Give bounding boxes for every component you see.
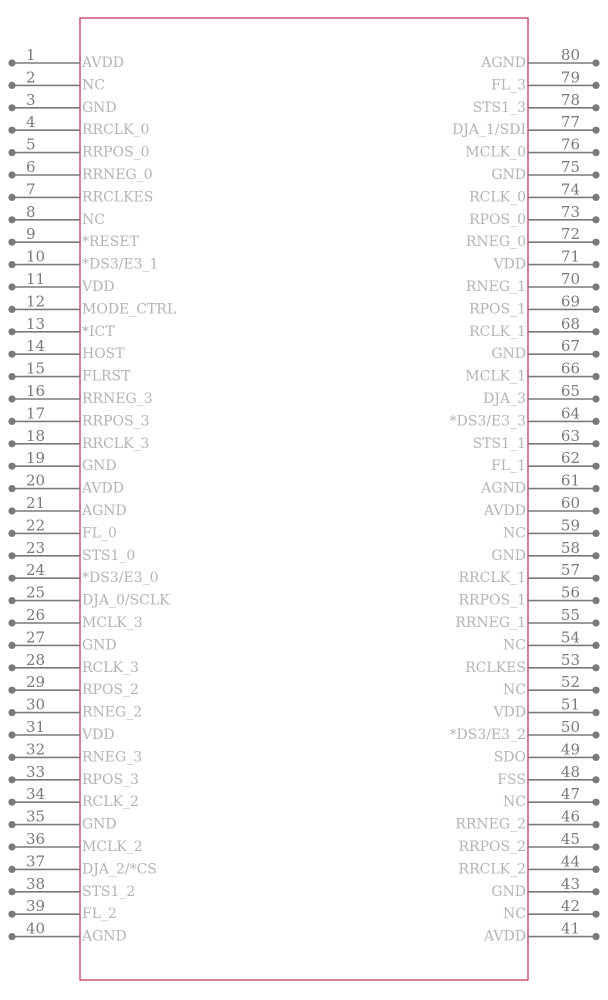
pin-number: 45 (560, 830, 580, 848)
pin-name: GND (491, 346, 526, 363)
pin-name: *DS3/E3_0 (82, 570, 159, 587)
pin-endpoint-dot (8, 642, 15, 649)
pin-name: FL_3 (491, 77, 526, 94)
pin-endpoint-dot (592, 149, 599, 156)
pin-number: 67 (560, 337, 580, 356)
pin-endpoint-dot (8, 239, 15, 246)
pin-name: DJA_0/SCLK (82, 592, 170, 609)
pin-name: GND (82, 99, 117, 116)
pin-endpoint-dot (8, 575, 15, 582)
pin-number: 58 (560, 538, 580, 557)
pin-endpoint-dot (8, 530, 15, 537)
pin-name: MCLK_3 (82, 615, 143, 631)
pin-number: 79 (560, 68, 580, 87)
pin-name: RRCLK_0 (82, 122, 150, 139)
pin-endpoint-dot (592, 440, 599, 447)
pin-endpoint-dot (592, 216, 599, 223)
pin-endpoint-dot (592, 194, 599, 201)
pin-number: 76 (560, 135, 580, 154)
pin-endpoint-dot (8, 597, 15, 604)
pin-endpoint-dot (8, 351, 15, 358)
pin-name: VDD (82, 279, 115, 295)
pin-endpoint-dot (8, 821, 15, 828)
pin-number: 37 (26, 852, 46, 871)
pin-endpoint-dot (8, 82, 15, 89)
pin-number: 29 (26, 673, 46, 692)
pin-endpoint-dot (8, 619, 15, 626)
pin-endpoint-dot (592, 687, 599, 694)
pin-name: STS1_2 (82, 883, 136, 900)
pin-number: 21 (26, 494, 46, 512)
pin-endpoint-dot (8, 507, 15, 514)
pin-endpoint-dot (592, 239, 599, 246)
pin-name: VDD (493, 704, 526, 721)
pin-number: 28 (26, 650, 46, 669)
pin-number: 23 (26, 538, 46, 557)
pin-endpoint-dot (8, 127, 15, 134)
pin-endpoint-dot (592, 171, 599, 178)
pin-name: RRNEG_3 (82, 391, 153, 407)
pin-name: AGND (481, 55, 526, 71)
pin-endpoint-dot (8, 328, 15, 335)
pin-number: 18 (26, 426, 46, 445)
pin-number: 32 (26, 740, 46, 759)
pin-endpoint-dot (8, 687, 15, 694)
pin-name: NC (82, 211, 105, 228)
pin-number: 73 (560, 202, 580, 221)
pin-endpoint-dot (8, 149, 15, 156)
pin-name: FSS (497, 771, 526, 788)
pin-endpoint-dot (8, 283, 15, 290)
pin-name: RCLK_2 (82, 794, 139, 811)
pin-name: RPOS_1 (469, 301, 526, 318)
pin-number: 43 (560, 874, 580, 893)
pin-number: 35 (26, 807, 46, 826)
pin-endpoint-dot (8, 933, 15, 940)
pin-name: *DS3/E3_3 (449, 413, 526, 430)
pin-endpoint-dot (592, 507, 599, 514)
pin-name: NC (503, 682, 526, 699)
pin-name: MCLK_2 (82, 839, 143, 855)
pin-endpoint-dot (8, 888, 15, 895)
pin-name: AVDD (484, 503, 526, 519)
pin-endpoint-dot (592, 843, 599, 850)
pin-name: AVDD (484, 928, 526, 945)
pin-name: *ICT (82, 323, 115, 340)
pin-name: RRNEG_1 (455, 615, 526, 631)
pin-name: STS1_0 (82, 547, 136, 564)
pin-endpoint-dot (592, 642, 599, 649)
pin-number: 17 (26, 404, 46, 423)
pin-endpoint-dot (592, 911, 599, 918)
pin-number: 31 (26, 718, 46, 736)
pin-endpoint-dot (8, 709, 15, 716)
pin-name: RPOS_0 (469, 211, 526, 228)
pin-name: NC (82, 77, 105, 94)
pin-name: RCLK_3 (82, 659, 139, 676)
pin-name: GND (491, 547, 526, 564)
pin-endpoint-dot (592, 351, 599, 358)
pin-name: FLRST (82, 368, 131, 385)
pin-number: 16 (26, 382, 46, 400)
pin-endpoint-dot (592, 530, 599, 537)
pin-name: *DS3/E3_1 (82, 256, 159, 273)
pin-number: 41 (560, 919, 580, 938)
pin-name: STS1_1 (472, 435, 526, 452)
pin-number: 47 (560, 785, 580, 804)
pin-name: RRPOS_3 (82, 413, 150, 430)
pin-name: AVDD (82, 480, 124, 497)
pin-name: GND (82, 816, 117, 833)
pin-endpoint-dot (8, 799, 15, 806)
pin-number: 30 (26, 695, 46, 714)
pin-endpoint-dot (8, 754, 15, 761)
pin-name: DJA_3 (483, 391, 526, 407)
pin-number: 60 (560, 494, 580, 512)
pin-name: MCLK_1 (465, 368, 526, 385)
pin-name: MODE_CTRL (82, 301, 177, 318)
pin-number: 1 (26, 46, 36, 64)
pin-number: 54 (560, 628, 580, 647)
pin-endpoint-dot (592, 888, 599, 895)
pin-name: RNEG_1 (465, 279, 526, 295)
pin-endpoint-dot (592, 418, 599, 425)
pin-name: *DS3/E3_2 (449, 727, 526, 743)
pin-number: 7 (26, 180, 36, 199)
pin-endpoint-dot (8, 731, 15, 738)
pin-number: 48 (560, 762, 580, 781)
pin-number: 15 (26, 359, 46, 378)
pin-name: *RESET (82, 234, 139, 251)
pin-name: AVDD (82, 55, 124, 71)
pin-name: VDD (82, 727, 115, 743)
pin-name: FL_1 (491, 458, 526, 475)
pin-endpoint-dot (592, 373, 599, 380)
pin-endpoint-dot (8, 194, 15, 201)
pin-number: 53 (560, 650, 580, 669)
pin-endpoint-dot (592, 933, 599, 940)
pin-endpoint-dot (8, 552, 15, 559)
pin-number: 49 (560, 740, 580, 759)
pin-number: 72 (560, 225, 580, 244)
pin-name: VDD (493, 256, 526, 273)
pin-endpoint-dot (8, 418, 15, 425)
pin-name: RCLK_0 (469, 189, 526, 206)
pin-name: RRCLK_1 (458, 570, 526, 587)
pin-endpoint-dot (592, 754, 599, 761)
component-body-outline (80, 18, 528, 980)
pin-number: 27 (26, 628, 46, 647)
pin-number: 57 (560, 561, 580, 580)
pin-endpoint-dot (592, 709, 599, 716)
pin-name: NC (503, 794, 526, 811)
pin-name: RNEG_0 (465, 234, 526, 251)
pin-endpoint-dot (592, 283, 599, 290)
pin-endpoint-dot (8, 216, 15, 223)
pin-endpoint-dot (592, 328, 599, 335)
pin-endpoint-dot (8, 664, 15, 671)
pin-endpoint-dot (592, 776, 599, 783)
pin-endpoint-dot (592, 306, 599, 313)
pin-number: 24 (26, 561, 46, 580)
pin-name: RNEG_2 (82, 704, 143, 721)
pin-name: MCLK_0 (465, 144, 526, 161)
pin-number: 74 (560, 180, 580, 199)
pin-name: DJA_1/SDI (452, 122, 526, 139)
pin-name: RCLKES (465, 659, 526, 676)
pin-number: 6 (26, 158, 36, 176)
pin-number: 61 (560, 471, 580, 490)
pin-endpoint-dot (8, 373, 15, 380)
pin-endpoint-dot (8, 463, 15, 470)
pin-number: 55 (560, 606, 580, 624)
pin-number: 40 (26, 919, 46, 938)
pin-name: DJA_2/*CS (82, 861, 157, 878)
pin-number: 4 (26, 113, 36, 132)
pin-name: RNEG_3 (82, 749, 143, 766)
pin-endpoint-dot (592, 261, 599, 268)
pin-number: 39 (26, 897, 46, 916)
pin-number: 19 (26, 449, 46, 468)
pin-number: 13 (26, 314, 46, 333)
pin-number: 56 (560, 583, 580, 602)
pin-endpoint-dot (592, 799, 599, 806)
pin-number: 65 (560, 382, 580, 400)
pin-endpoint-dot (592, 552, 599, 559)
pin-number: 70 (560, 270, 580, 288)
pin-endpoint-dot (592, 127, 599, 134)
pin-name: RCLK_1 (469, 323, 526, 340)
pin-endpoint-dot (592, 485, 599, 492)
pin-number: 25 (26, 583, 46, 602)
pin-endpoint-dot (592, 395, 599, 402)
pin-number: 59 (560, 516, 580, 535)
pin-endpoint-dot (8, 171, 15, 178)
pin-name: AGND (82, 503, 127, 519)
pin-name: RPOS_2 (82, 682, 139, 699)
pin-number: 64 (560, 404, 580, 423)
pin-endpoint-dot (8, 843, 15, 850)
pin-endpoint-dot (8, 485, 15, 492)
pin-number: 20 (26, 471, 46, 490)
pin-name: GND (82, 637, 117, 654)
pin-name: NC (503, 525, 526, 542)
pin-number: 51 (560, 695, 580, 714)
pin-name: SDO (493, 749, 526, 766)
pin-endpoint-dot (592, 821, 599, 828)
pin-name: GND (491, 883, 526, 900)
pin-number: 42 (560, 897, 580, 916)
pin-name: AGND (82, 928, 127, 945)
pin-number: 62 (560, 449, 580, 468)
pin-name: RRPOS_1 (458, 592, 526, 609)
pin-number: 66 (560, 359, 580, 378)
pin-number: 38 (26, 874, 46, 893)
pin-name: RRCLK_3 (82, 435, 150, 452)
pin-number: 33 (26, 762, 46, 781)
pin-endpoint-dot (8, 395, 15, 402)
pin-endpoint-dot (592, 597, 599, 604)
pin-name: RRNEG_2 (455, 816, 526, 833)
pin-endpoint-dot (592, 104, 599, 111)
pin-name: FL_0 (82, 525, 117, 542)
pin-number: 63 (560, 426, 580, 445)
pin-name: AGND (481, 480, 526, 497)
pin-name: RRCLKES (82, 189, 154, 206)
pin-number: 77 (560, 113, 580, 132)
pin-number: 78 (560, 90, 580, 109)
pin-number: 2 (26, 68, 36, 87)
pin-name: NC (503, 637, 526, 654)
pin-number: 9 (26, 225, 36, 244)
pin-number: 52 (560, 673, 580, 692)
pin-number: 22 (26, 516, 46, 535)
pin-endpoint-dot (592, 866, 599, 873)
pin-number: 44 (560, 852, 580, 871)
pin-number: 36 (26, 830, 46, 848)
pin-endpoint-dot (8, 911, 15, 918)
pin-endpoint-dot (592, 82, 599, 89)
pin-number: 75 (560, 158, 580, 176)
pin-endpoint-dot (8, 59, 15, 66)
pin-number: 46 (560, 807, 580, 826)
pin-number: 69 (560, 292, 580, 311)
pin-endpoint-dot (8, 866, 15, 873)
pin-number: 14 (26, 337, 46, 356)
pin-name: GND (491, 167, 526, 183)
pin-name: HOST (82, 346, 125, 363)
pin-endpoint-dot (8, 440, 15, 447)
pin-endpoint-dot (592, 619, 599, 626)
pin-endpoint-dot (592, 575, 599, 582)
pin-endpoint-dot (8, 104, 15, 111)
pin-endpoint-dot (8, 261, 15, 268)
pin-number: 71 (560, 247, 580, 266)
pin-number: 11 (26, 270, 46, 288)
pin-name: NC (503, 906, 526, 923)
pin-endpoint-dot (8, 306, 15, 313)
pin-name: RRPOS_2 (458, 839, 526, 855)
pin-number: 10 (26, 247, 46, 266)
pin-number: 3 (26, 90, 36, 109)
pin-name: RPOS_3 (82, 771, 139, 788)
pin-name: RRNEG_0 (82, 167, 153, 183)
pin-number: 80 (560, 46, 580, 64)
pin-endpoint-dot (8, 776, 15, 783)
pin-name: RRCLK_2 (458, 861, 526, 878)
pin-number: 5 (26, 135, 36, 154)
pin-name: GND (82, 458, 117, 475)
pin-number: 50 (560, 718, 580, 736)
pin-name: FL_2 (82, 906, 117, 923)
pin-endpoint-dot (592, 731, 599, 738)
pin-endpoint-dot (592, 59, 599, 66)
pin-name: STS1_3 (472, 99, 526, 116)
pin-number: 12 (26, 292, 46, 311)
pin-endpoint-dot (592, 664, 599, 671)
pin-name: RRPOS_0 (82, 144, 150, 161)
pin-number: 8 (26, 202, 36, 221)
pin-number: 34 (26, 785, 46, 804)
pin-number: 68 (560, 314, 580, 333)
pin-endpoint-dot (592, 463, 599, 470)
pin-number: 26 (26, 606, 46, 624)
